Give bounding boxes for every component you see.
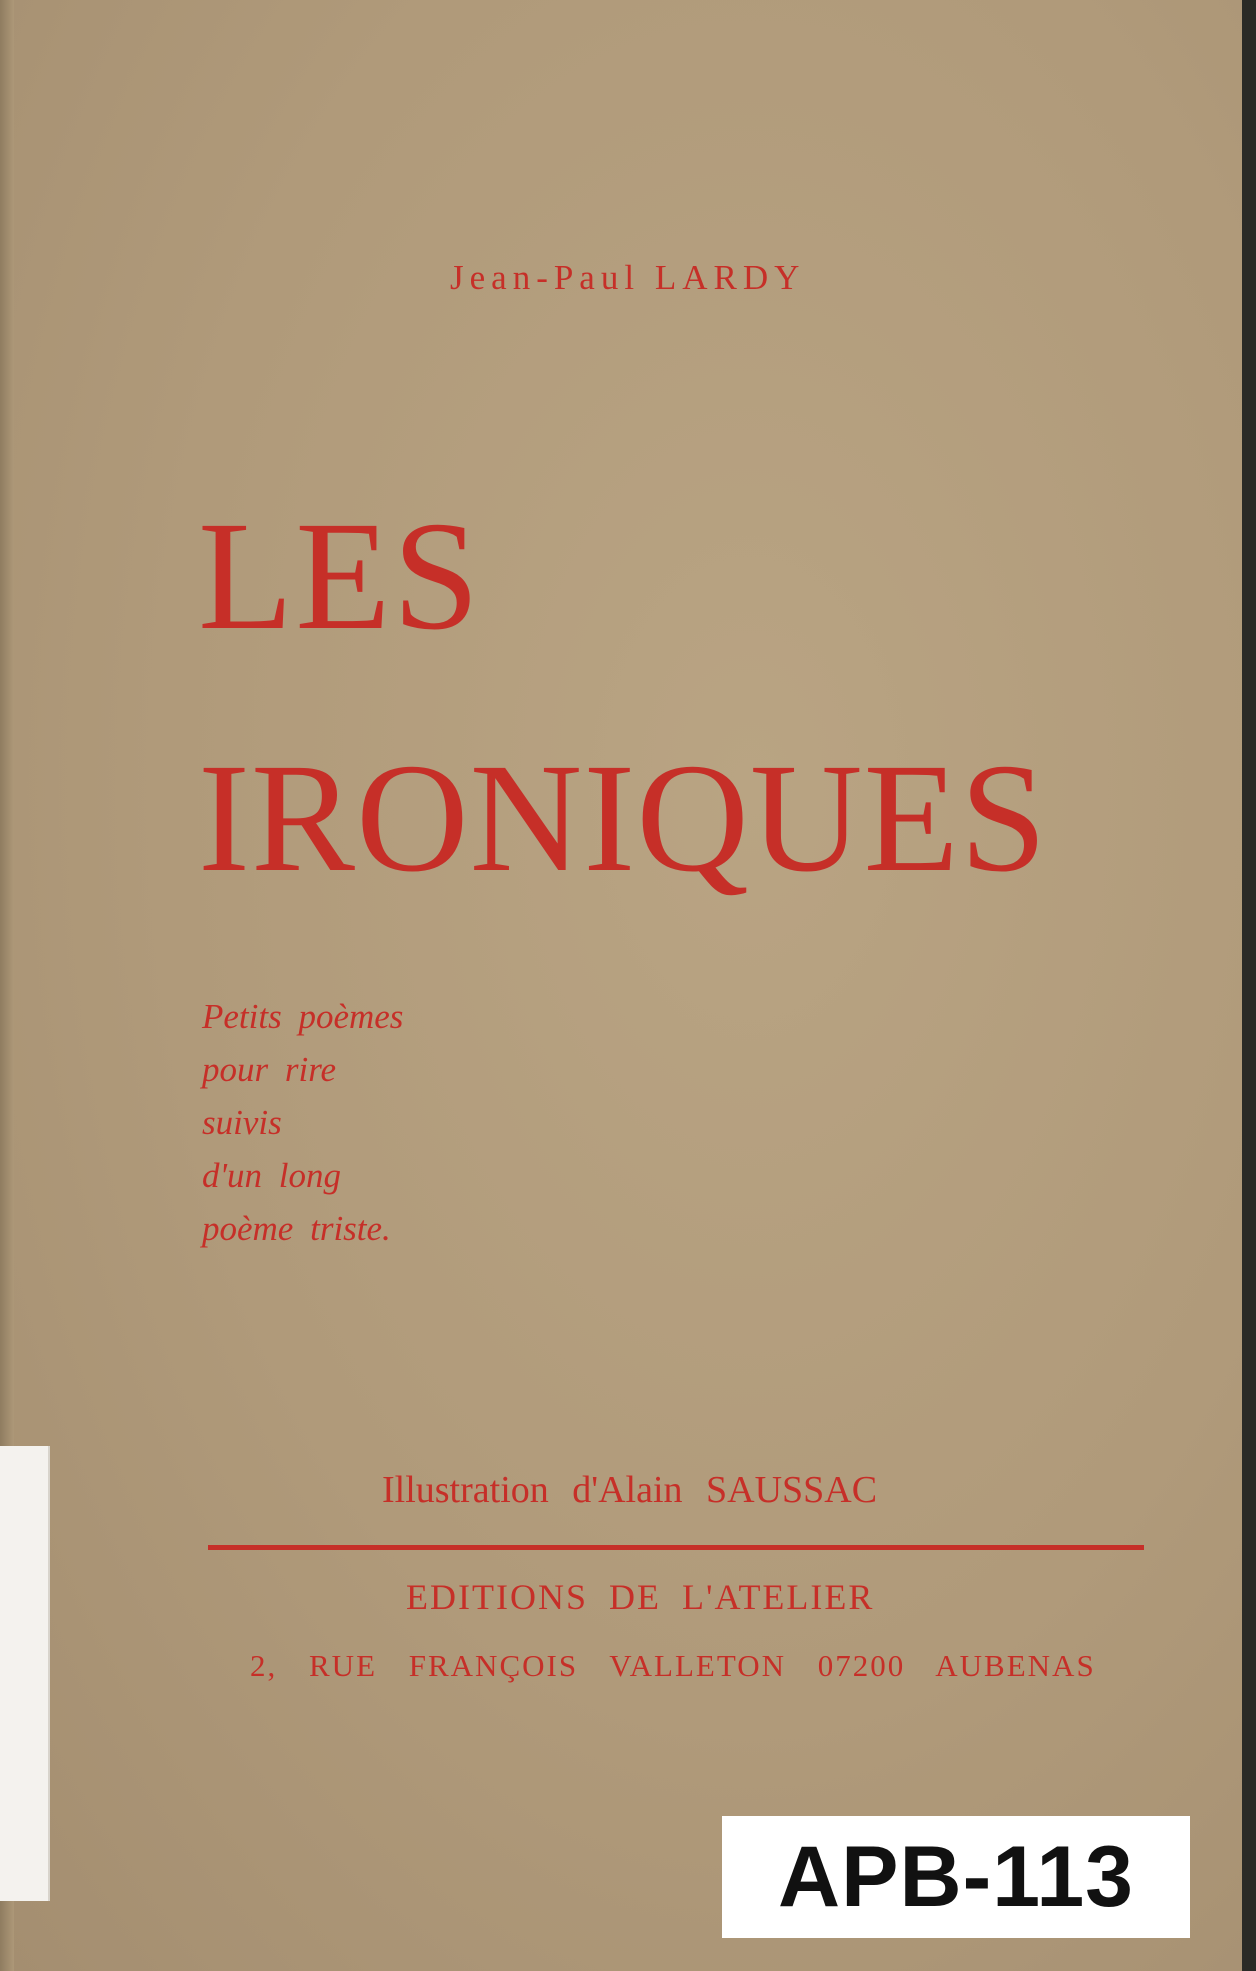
subtitle-line: Petits poèmes bbox=[202, 997, 404, 1036]
page-edge bbox=[1242, 0, 1250, 1971]
title-line-2: IRONIQUES bbox=[198, 731, 1048, 904]
divider-rule bbox=[208, 1545, 1144, 1550]
subtitle-line: suivis bbox=[202, 1103, 282, 1142]
subtitle-line: pour rire bbox=[202, 1050, 337, 1089]
subtitle-line: poème triste. bbox=[202, 1209, 391, 1248]
publisher-name: EDITIONS DE L'ATELIER bbox=[406, 1577, 875, 1617]
publisher-address: 2, RUE FRANÇOIS VALLETON 07200 AUBENAS bbox=[250, 1648, 1096, 1683]
call-number-label: APB-113 bbox=[722, 1816, 1190, 1938]
illustration-credit: Illustration d'Alain SAUSSAC bbox=[382, 1469, 878, 1511]
subtitle-line: d'un long bbox=[202, 1156, 341, 1195]
author-name: Jean-Paul LARDY bbox=[450, 258, 806, 297]
subtitle bbox=[202, 990, 403, 1255]
title-line-1: LES bbox=[198, 489, 482, 662]
library-spine-sticker bbox=[0, 1446, 50, 1901]
